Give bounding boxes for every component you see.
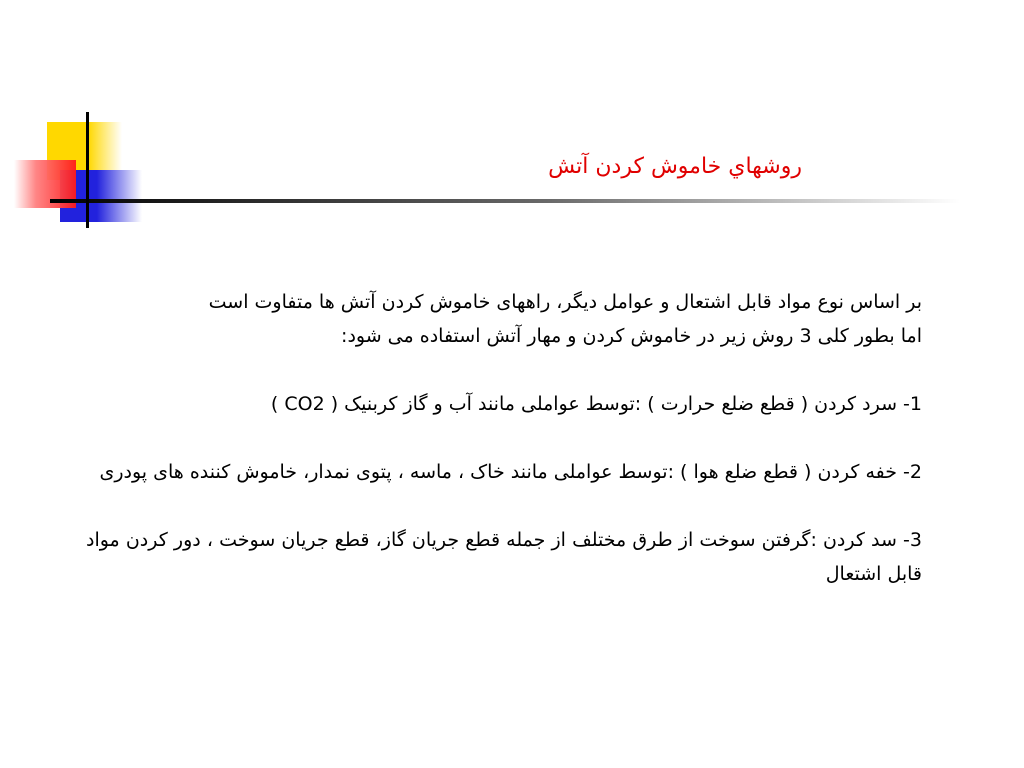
method-1-cooling: 1- سرد کردن ( قطع ضلع حرارت ) :توسط عواملی مانند آب و گاز کربنیک ( CO2 ) — [270, 393, 922, 415]
method-2-smothering: 2- خفه کردن ( قطع ضلع هوا ) :توسط عواملی مانند خاک ، ماسه ، پتوی نمدار، خاموش کننده های پودری — [99, 461, 922, 483]
intro-line-2: اما بطور کلی 3 روش زیر در خاموش کردن و مهار آتش استفاده می شود: — [341, 325, 922, 347]
title-underline — [50, 199, 960, 203]
intro-line-1: بر اساس نوع مواد قابل اشتعال و عوامل دیگر، راههای خاموش کردن آتش ها متفاوت است — [208, 291, 922, 313]
slide-title: روشهاي خاموش كردن آتش — [548, 154, 802, 179]
intro-paragraph — [86, 285, 922, 353]
vertical-line — [86, 112, 89, 228]
slide-body — [86, 285, 922, 625]
method-3-starving: 3- سد کردن :گرفتن سوخت از طرق مختلف از جمله قطع جریان گاز، قطع جریان سوخت ، دور کردن مواد قابل اشتعال — [86, 529, 922, 585]
